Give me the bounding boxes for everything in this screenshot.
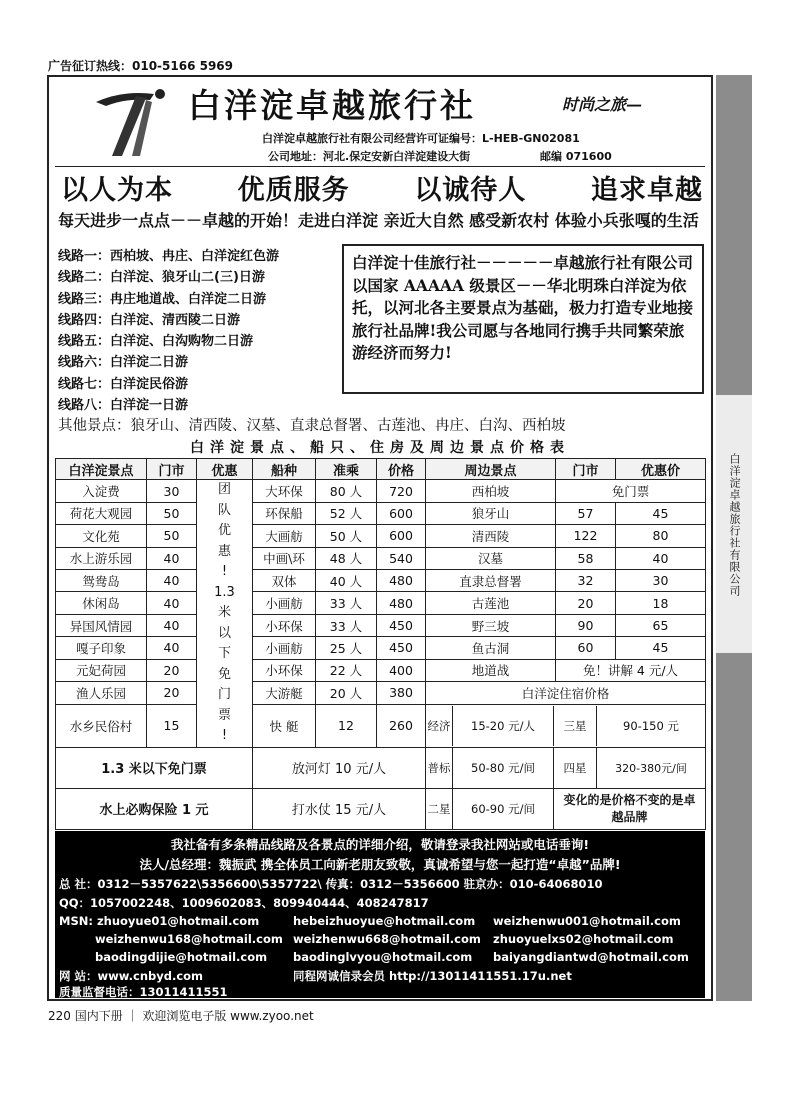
- free-ticket-note: 1.3 米以下免门票: [56, 747, 253, 788]
- lodging-price: 50-80 元/间: [453, 748, 554, 788]
- boat-price: 600: [377, 525, 426, 547]
- nearby-sight: 狼牙山: [426, 502, 556, 524]
- company-intro: 白洋淀十佳旅行社－－－－－卓越旅行社有限公司以国家 AAAAA 级景区－－华北明珠白洋淀为依托，以河北各主要景点为基础，极力打造专业地接旅行社品牌!我公司愿与各地同行携手共同繁荣旅游经济而努力!: [342, 244, 704, 394]
- postcode: 邮编 071600: [540, 150, 612, 163]
- sight-price: 30: [147, 480, 197, 502]
- table-row: [56, 547, 706, 569]
- slogan: [55, 168, 705, 207]
- header-cell: 门市: [147, 459, 197, 480]
- lodging-type: 普标: [426, 748, 453, 788]
- msn-email[interactable]: MSN: zhuoyue01@hotmail.com: [59, 914, 260, 928]
- side-strip-bottom: [716, 653, 752, 1001]
- table-row: [56, 682, 706, 704]
- nearby-sight: 古莲池: [426, 592, 556, 614]
- boat-price: 450: [377, 614, 426, 636]
- header-divider: [55, 166, 705, 167]
- boat-price: 480: [377, 569, 426, 591]
- boat-price: 400: [377, 659, 426, 681]
- boat-capacity: 52 人: [316, 502, 377, 524]
- msn-email[interactable]: weizhenwu168@hotmail.com: [95, 932, 283, 946]
- boat-capacity: 80 人: [316, 480, 377, 502]
- sub-slogan: 每天进步一点点－－卓越的开始！走进白洋淀 亲近大自然 感受新农村 体验小兵张嘎的生活: [58, 211, 699, 230]
- msn-email[interactable]: hebeizhuoyue@hotmail.com: [293, 914, 476, 928]
- sight-name: 鸳鸯岛: [56, 569, 147, 591]
- nearby-discount: 40: [616, 547, 706, 569]
- header-cell: 价格: [377, 459, 426, 480]
- sight-name: 入淀费: [56, 480, 147, 502]
- company-address: 公司地址：河北.保定安新白洋淀建设大街: [268, 150, 471, 163]
- price-table: [55, 458, 706, 830]
- supervision-phone: 质量监督电话：13011411551: [59, 985, 228, 999]
- boat-type: 大游艇: [253, 682, 316, 704]
- travel-agency-logo-icon: [92, 86, 174, 158]
- nearby-price: 免！讲解 4 元/人: [556, 659, 706, 681]
- sight-name: 休闲岛: [56, 592, 147, 614]
- route-list: [58, 246, 279, 416]
- sight-name: 元妃荷园: [56, 659, 147, 681]
- side-company-name: 白洋淀卓越旅行社有限公司: [728, 453, 741, 597]
- sight-name: 渔人乐园: [56, 682, 147, 704]
- sight-price: 40: [147, 637, 197, 659]
- table-row: [56, 525, 706, 547]
- contact-footer: [55, 831, 705, 998]
- nearby-discount: 45: [616, 637, 706, 659]
- boat-capacity: 33 人: [316, 592, 377, 614]
- nearby-price: 122: [556, 525, 616, 547]
- sight-price: 40: [147, 569, 197, 591]
- msn-email[interactable]: baodinglvyou@hotmail.com: [293, 950, 473, 964]
- footer-line-2: 法人/总经理：魏振武 携全体员工向新老朋友致敬，真诚希望与您一起打造“卓越”品牌!: [139, 857, 621, 872]
- sight-price: 50: [147, 502, 197, 524]
- price-table-title: 白洋淀景点、船只、住房及周边景点价格表: [190, 440, 570, 456]
- header-cell: 准乘: [316, 459, 377, 480]
- nearby-discount: 30: [616, 569, 706, 591]
- header-cell: 船种: [253, 459, 316, 480]
- header-cell: 周边景点: [426, 459, 556, 480]
- route-item: 线路二：白洋淀、狼牙山二(三)日游: [58, 270, 265, 286]
- table-row: [56, 614, 706, 636]
- slogan-3: 以诚待人: [414, 175, 527, 206]
- sight-name: 文化苑: [56, 525, 147, 547]
- license-number: 白洋淀卓越旅行社有限公司经营许可证编号：L-HEB-GN02081: [262, 132, 580, 145]
- sight-price: 20: [147, 682, 197, 704]
- side-strip: [716, 75, 752, 1001]
- table-row: [56, 592, 706, 614]
- nearby-sight: 地道战: [426, 659, 556, 681]
- boat-price: 600: [377, 502, 426, 524]
- boat-type: 大画舫: [253, 525, 316, 547]
- msn-email[interactable]: zhuoyuelxs02@hotmail.com: [493, 932, 674, 946]
- nearby-price: 20: [556, 592, 616, 614]
- lodging-row: [426, 788, 706, 829]
- boat-type: 大环保: [253, 480, 316, 502]
- boat-price: 720: [377, 480, 426, 502]
- sight-name: 异国风情园: [56, 614, 147, 636]
- boat-price: 260: [377, 704, 426, 747]
- sight-name: 嘎子印象: [56, 637, 147, 659]
- sight-price: 40: [147, 547, 197, 569]
- lodging-price: 15-20 元/人: [453, 706, 554, 746]
- msn-email[interactable]: baodingdijie@hotmail.com: [95, 950, 268, 964]
- boat-price: 380: [377, 682, 426, 704]
- table-row: [56, 788, 706, 829]
- boat-capacity: 25 人: [316, 637, 377, 659]
- sight-name: 水上游乐园: [56, 547, 147, 569]
- boat-price: 540: [377, 547, 426, 569]
- route-item: 线路四：白洋淀、清西陵二日游: [58, 312, 241, 328]
- boat-price: 450: [377, 637, 426, 659]
- table-row: [56, 747, 706, 788]
- boat-capacity: 50 人: [316, 525, 377, 547]
- slogan-4: 追求卓越: [590, 175, 703, 206]
- lodging-row: [426, 747, 706, 788]
- nearby-sight: 直隶总督署: [426, 569, 556, 591]
- sight-name: 荷花大观园: [56, 502, 147, 524]
- nearby-price: 90: [556, 614, 616, 636]
- insurance-note: 水上必购保险 1 元: [56, 788, 253, 829]
- lodging-type: 经济: [426, 706, 453, 746]
- group-discount-note: 团 队 优 惠 ! 1.3 米 以 下 免 门 票 !: [197, 480, 253, 748]
- route-item: 线路七：白洋淀民俗游: [58, 376, 189, 392]
- sight-price: 40: [147, 614, 197, 636]
- nearby-discount: 45: [616, 502, 706, 524]
- nearby-sight: 鱼古洞: [426, 637, 556, 659]
- sight-price: 40: [147, 592, 197, 614]
- boat-type: 小环保: [253, 659, 316, 681]
- table-row: [56, 502, 706, 524]
- boat-type: 小画舫: [253, 637, 316, 659]
- table-header-row: [56, 459, 706, 480]
- msn-email[interactable]: weizhenwu001@hotmail.com: [493, 914, 681, 928]
- side-strip-top: [716, 75, 752, 395]
- nearby-sight: 野三坡: [426, 614, 556, 636]
- nearby-price: 57: [556, 502, 616, 524]
- footer-phone: 总 社：0312－5357622\5356600\5357722\ 传真：0312－5356600 驻京办：010-64068010: [59, 877, 603, 891]
- route-item: 线路六：白洋淀二日游: [58, 355, 189, 371]
- boat-price: 480: [377, 592, 426, 614]
- boat-capacity: 20 人: [316, 682, 377, 704]
- nearby-price: 60: [556, 637, 616, 659]
- table-row: [56, 659, 706, 681]
- msn-email[interactable]: baiyangdiantwd@hotmail.com: [493, 950, 689, 964]
- lodging-price: 320-380元/间: [615, 761, 687, 775]
- boat-type: 中画\环: [253, 547, 316, 569]
- lantern-price: 放河灯 10 元/人: [253, 747, 426, 788]
- boat-capacity: 12: [316, 704, 377, 747]
- msn-email[interactable]: weizhenwu668@hotmail.com: [293, 932, 481, 946]
- brand-tagline: 时尚之旅—: [562, 95, 643, 114]
- nearby-sight: 汉墓: [426, 547, 556, 569]
- nearby-price: 免门票: [556, 480, 706, 502]
- slogan-2: 优质服务: [237, 175, 350, 206]
- other-sights: 其他景点：狼牙山、清西陵、汉墓、直隶总督署、古莲池、冉庄、白沟、西柏坡: [58, 418, 566, 434]
- member-link[interactable]: 同程网诚信录会员 http://13011411551.17u.net: [293, 969, 572, 983]
- boat-type: 双体: [253, 569, 316, 591]
- table-row: [56, 480, 706, 502]
- table-row: [56, 704, 706, 747]
- boat-capacity: 33 人: [316, 614, 377, 636]
- footer-qq: QQ：1057002248、1009602083、809940444、408247817: [59, 896, 429, 910]
- table-row: [56, 637, 706, 659]
- water-fight-price: 打水仗 15 元/人: [253, 788, 426, 829]
- lodging-type: 三星: [554, 706, 597, 746]
- brand-name: 白洋淀卓越旅行社: [188, 86, 476, 125]
- slogan-1: 以人为本: [61, 175, 173, 206]
- sight-price: 20: [147, 659, 197, 681]
- route-item: 线路八：白洋淀一日游: [58, 398, 189, 414]
- lodging-type: 四星: [554, 748, 597, 788]
- table-row: [56, 569, 706, 591]
- boat-capacity: 40 人: [316, 569, 377, 591]
- boat-type: 快 艇: [253, 704, 316, 747]
- boat-capacity: 22 人: [316, 659, 377, 681]
- boat-type: 小画舫: [253, 592, 316, 614]
- lodging-price: 90-150 元: [623, 718, 679, 733]
- sight-name: 水乡民俗村: [56, 704, 147, 747]
- nearby-sight: 西柏坡: [426, 480, 556, 502]
- lodging-type: 二星: [426, 789, 453, 829]
- lodging-title: 白洋淀住宿价格: [426, 682, 706, 704]
- header-cell: 优惠价: [616, 459, 706, 480]
- nearby-discount: 80: [616, 525, 706, 547]
- route-item: 线路一：西柏坡、冉庄、白洋淀红色游: [58, 249, 280, 264]
- boat-type: 环保船: [253, 502, 316, 524]
- header-cell: 门市: [556, 459, 616, 480]
- boat-type: 小环保: [253, 614, 316, 636]
- sight-price: 15: [147, 704, 197, 747]
- ad-hotline: 广告征订热线：010-5166 5969: [48, 59, 234, 73]
- header-cell: 优惠: [197, 459, 253, 480]
- nearby-price: 58: [556, 547, 616, 569]
- header-cell: 白洋淀景点: [56, 459, 147, 480]
- lodging-row: [426, 704, 706, 747]
- boat-capacity: 48 人: [316, 547, 377, 569]
- nearby-price: 32: [556, 569, 616, 591]
- route-item: 线路五：白洋淀、白沟购物二日游: [58, 334, 254, 350]
- nearby-sight: 清西陵: [426, 525, 556, 547]
- lodging-price: 60-90 元/间: [453, 789, 554, 829]
- route-item: 线路三：冉庄地道战、白洋淀二日游: [58, 291, 267, 307]
- nearby-discount: 18: [616, 592, 706, 614]
- sight-price: 50: [147, 525, 197, 547]
- nearby-discount: 65: [616, 614, 706, 636]
- footer-line-1: 我社备有多条精品线路及各景点的详细介绍，敬请登录我社网站或电话垂询!: [170, 837, 590, 852]
- website-link[interactable]: 网 站：www.cnbyd.com: [59, 969, 204, 983]
- brand-slogan-note: 变化的是价格不变的是卓越品牌: [563, 792, 696, 824]
- page-footer: 220 国内下册 ｜ 欢迎浏览电子版 www.zyoo.net: [48, 1009, 314, 1023]
